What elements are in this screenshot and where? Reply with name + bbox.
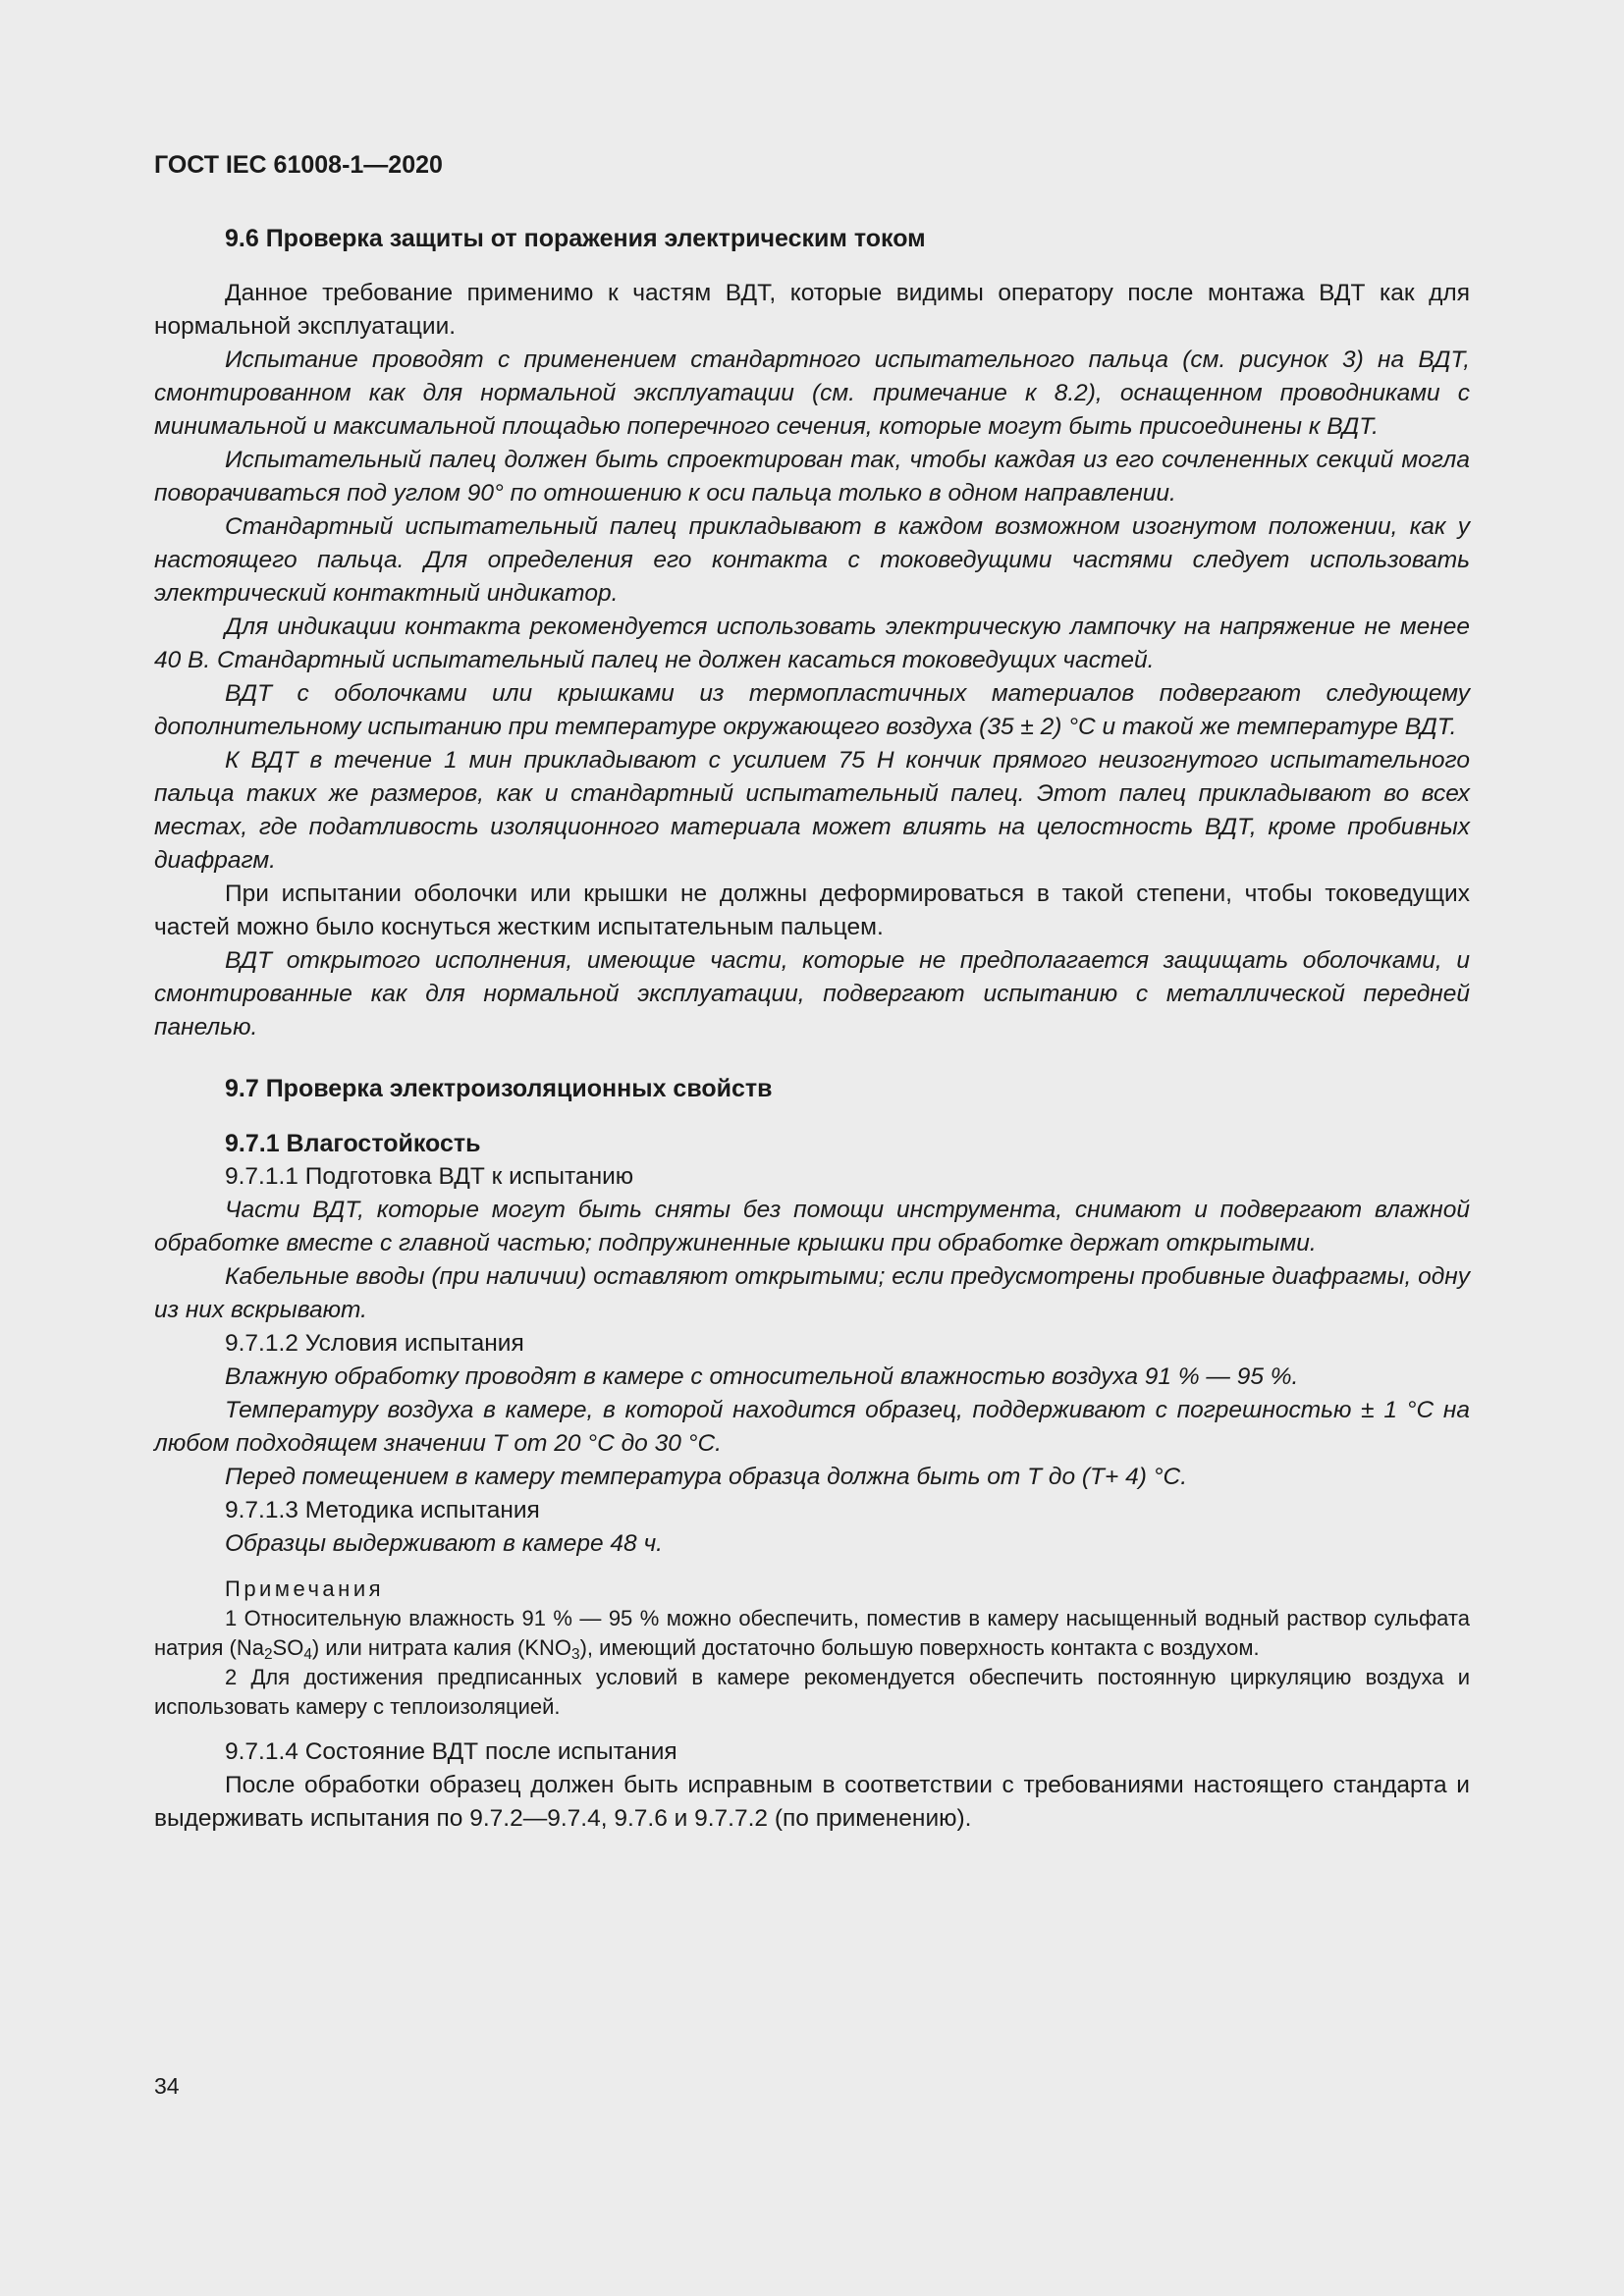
paragraph: После обработки образец должен быть исправным в соответствии с требованиями настоящего стандарта и выдерживать испытания по 9.7.2—9.7.4, 9.7.6 и 9.7.7.2 (по применению). [154, 1772, 1470, 1832]
paragraph: Части ВДТ, которые могут быть сняты без помощи инструмента, снимают и подвергают влажной обработке вместе с главной частью; подпружиненные крышки при обработке держат открытыми. [154, 1197, 1470, 1256]
note-2: 2 Для достижения предписанных условий в камере рекомендуется обеспечить постоянную циркуляцию воздуха и использовать камеру с теплоизоляцией. [154, 1665, 1470, 1719]
note-1-text-a: 1 Относительную влажность 91 % — 95 % можно обеспечить, поместив в камеру насыщенный водный раствор сульфата натрия (Na [154, 1606, 1470, 1660]
note-1-subscript: 4 [303, 1646, 312, 1663]
note-1 [154, 1604, 1470, 1663]
notes-title: Примечания [225, 1576, 385, 1601]
paragraph: ВДТ с оболочками или крышками из термопластичных материалов подвергают следующему дополнительному испытанию при температуре окружающего воздуха (35 ± 2) °С и такой же температуре ВДТ. [154, 680, 1470, 740]
paragraph: ВДТ открытого исполнения, имеющие части, которые не предполагается защищать оболочками, и смонтированные как для нормальной эксплуатации, подвергают испытанию с металлической передней панелью. [154, 947, 1470, 1041]
clause-9-7-1-2-heading: 9.7.1.2 Условия испытания [225, 1330, 524, 1357]
note-1-text-c: ) или нитрата калия (KNO [311, 1635, 572, 1660]
clause-9-7-1-1-heading: 9.7.1.1 Подготовка ВДТ к испытанию [225, 1163, 634, 1190]
paragraph: При испытании оболочки или крышки не должны деформироваться в такой степени, чтобы токоведущих частей можно было коснуться жестким испытательным пальцем. [154, 881, 1470, 940]
section-9-6-heading: 9.6 Проверка защиты от поражения электрическим током [225, 225, 926, 252]
main-content [154, 222, 1470, 1836]
paragraph: Температуру воздуха в камере, в которой находится образец, поддерживают с погрешностью ± 1 °С на любом подходящем значении Т от 20 °С до 30 °С. [154, 1397, 1470, 1457]
clause-9-7-1-3-heading: 9.7.1.3 Методика испытания [225, 1497, 540, 1523]
paragraph: Испытание проводят с применением стандартного испытательного пальца (см. рисунок 3) на ВДТ, смонтированном как для нормальной эксплуатации (см. примечание к 8.2), оснащенном проводниками с минимальной и максимальной площадью поперечного сечения, которые могут быть присоединены к ВДТ. [154, 347, 1470, 440]
document-id: ГОСТ IEC 61008-1—2020 [154, 151, 443, 179]
paragraph: Для индикации контакта рекомендуется использовать электрическую лампочку на напряжение не менее 40 В. Стандартный испытательный палец не должен касаться токоведущих частей. [154, 614, 1470, 673]
paragraph: Стандартный испытательный палец прикладывают в каждом возможном изогнутом положении, как у настоящего пальца. Для определения его контакта с токоведущими частями следует использовать электрический контактный индикатор. [154, 513, 1470, 607]
paragraph: Кабельные вводы (при наличии) оставляют открытыми; если предусмотрены пробивные диафрагмы, одну из них вскрывают. [154, 1263, 1470, 1323]
subsection-9-7-1-heading: 9.7.1 Влагостойкость [225, 1130, 481, 1157]
paragraph: Данное требование применимо к частям ВДТ, которые видимы оператору после монтажа ВДТ как для нормальной эксплуатации. [154, 280, 1470, 340]
note-1-subscript: 2 [263, 1646, 273, 1663]
section-9-7-heading: 9.7 Проверка электроизоляционных свойств [225, 1075, 773, 1102]
clause-9-7-1-4-heading: 9.7.1.4 Состояние ВДТ после испытания [225, 1738, 677, 1765]
note-1-subscript: 3 [571, 1646, 580, 1663]
paragraph: Испытательный палец должен быть спроектирован так, чтобы каждая из его сочлененных секций могла поворачиваться под углом 90° по отношению к оси пальца только в одном направлении. [154, 447, 1470, 507]
paragraph: Перед помещением в камеру температура образца должна быть от Т до (Т+ 4) °С. [225, 1464, 1188, 1490]
paragraph: Образцы выдерживают в камере 48 ч. [225, 1530, 663, 1557]
page-number: 34 [154, 2073, 180, 2099]
paragraph: Влажную обработку проводят в камере с относительной влажностью воздуха 91 % — 95 %. [225, 1363, 1299, 1390]
note-1-text-d: ), имеющий достаточно большую поверхность контакта с воздухом. [579, 1635, 1260, 1660]
paragraph: К ВДТ в течение 1 мин прикладывают с усилием 75 Н кончик прямого неизогнутого испытательного пальца таких же размеров, как и стандартный испытательный палец. Этот палец прикладывают во всех местах, где податливость изоляционного материала может влиять на целостность ВДТ, кроме пробивных диафрагм. [154, 747, 1470, 874]
note-1-text-b: SO [272, 1635, 304, 1660]
